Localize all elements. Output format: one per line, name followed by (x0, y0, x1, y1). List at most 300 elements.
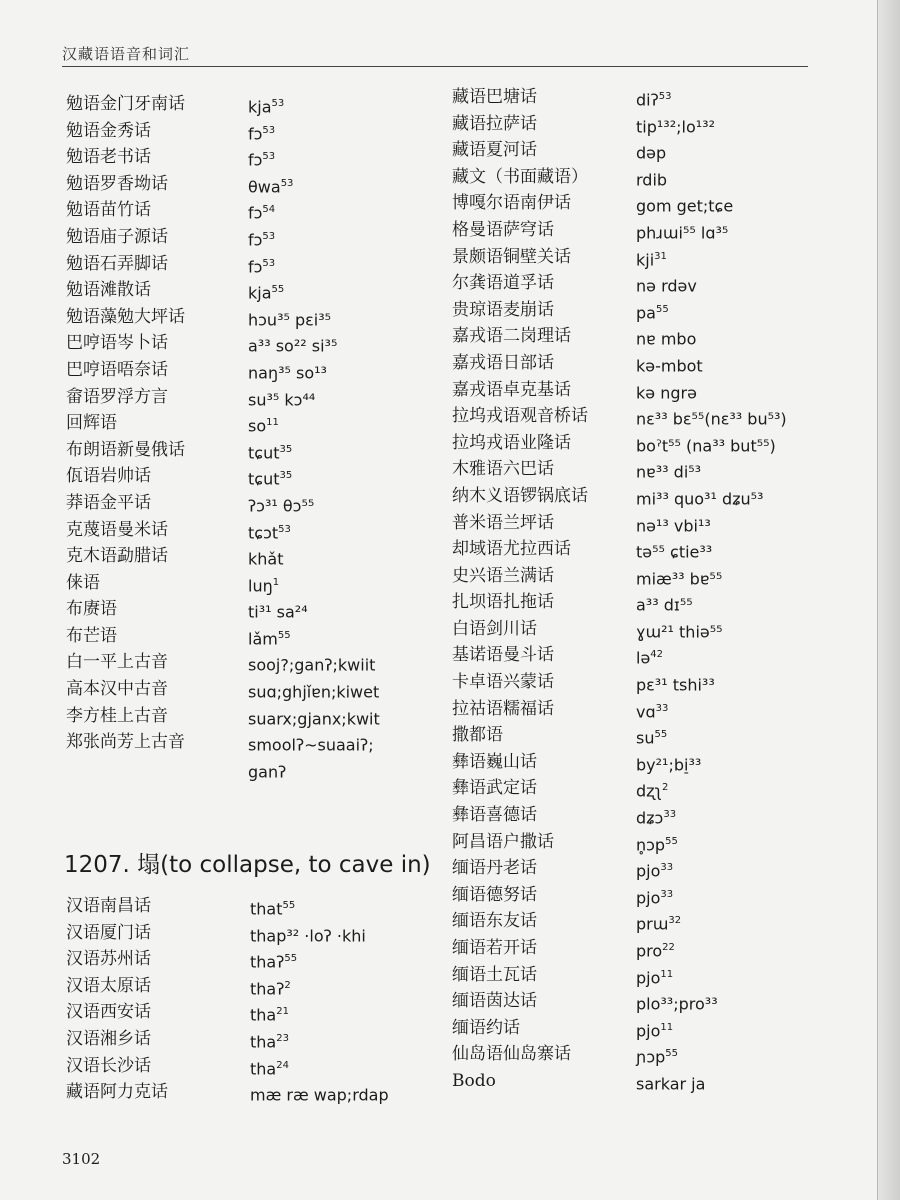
entry-row (452, 855, 852, 882)
entry-row (66, 1026, 426, 1053)
entry-row (452, 217, 852, 244)
word-base: thap³² ·loʔ ·khi (250, 925, 366, 945)
word-form (636, 908, 681, 937)
word-base: sooj?;ganʔ;kwiit (248, 655, 376, 675)
word-form (248, 729, 374, 758)
right-column (452, 84, 852, 1095)
word-form (248, 437, 292, 466)
language-name: 布朗语新曼俄话 (66, 439, 185, 460)
language-name: 郑张尚芳上古音 (66, 732, 185, 753)
word-base: tə⁵⁵ ɕtie³³ (636, 542, 713, 562)
entry-row (66, 384, 426, 411)
word-form (250, 893, 295, 922)
tone-number: 54 (262, 204, 276, 216)
language-name: 卡卓语兴蒙话 (452, 672, 554, 693)
word-form (636, 510, 711, 539)
language-name: 高本汉中古音 (66, 679, 168, 700)
word-base: nɛ³³ bɛ⁵⁵(nɛ³³ bu⁵³) (636, 409, 787, 429)
language-name: 巴哼语岑卜话 (66, 333, 168, 354)
language-name: 勉语金门牙南话 (66, 94, 185, 114)
language-name: 汉语西安话 (66, 1002, 151, 1023)
word-form (636, 1068, 705, 1097)
language-name: 李方桂上古音 (66, 705, 168, 726)
language-name: 普米语兰坪话 (452, 512, 554, 533)
language-name: 仙岛语仙岛寨话 (452, 1044, 571, 1065)
tone-number: 55 (271, 284, 285, 296)
word-base: pɛ³¹ tshi³³ (636, 675, 715, 695)
entry-row (66, 91, 426, 118)
entry-row (452, 297, 852, 324)
word-form (636, 270, 697, 299)
word-base: smoolʔ~suaaiʔ; (248, 735, 374, 755)
tone-number: 33 (660, 888, 674, 900)
tone-number: 1 (272, 576, 280, 588)
word-form (248, 703, 380, 732)
word-base: tɕut (248, 469, 280, 489)
word-form (636, 855, 673, 884)
entry-row (66, 703, 426, 730)
language-name: 巴哼语唔奈话 (66, 359, 168, 380)
word-form (636, 616, 723, 645)
language-name: 尔龚语道孚话 (452, 273, 554, 294)
word-form (248, 410, 279, 439)
word-base: ɲɔp (636, 1047, 666, 1067)
language-name: 缅语土瓦话 (452, 964, 537, 985)
tone-number: 2 (661, 782, 669, 794)
entry-row (452, 882, 852, 909)
word-form (248, 91, 284, 120)
header-title: 汉藏语语音和词汇 (62, 45, 191, 63)
language-name: 勉语滩散话 (66, 280, 151, 301)
word-base: pa (636, 303, 656, 323)
entry-row (452, 137, 852, 164)
word-base: su³⁵ kɔ⁴⁴ (248, 389, 316, 409)
entry-row (452, 669, 852, 696)
word-base: tɕut (248, 443, 280, 463)
language-name: 拉坞戎语业隆话 (452, 432, 571, 453)
word-form (248, 357, 327, 386)
word-form (636, 563, 722, 592)
tone-number: 35 (279, 470, 293, 482)
language-name: 白一平上古音 (66, 652, 168, 673)
word-base: a³³ dɪ⁵⁵ (636, 595, 693, 615)
word-base: boˀt⁵⁵ (na³³ but⁵⁵) (636, 436, 776, 456)
entry-row (66, 171, 426, 198)
entry-row (452, 749, 852, 776)
language-name: 撒都语 (452, 725, 503, 746)
entry-row (66, 463, 426, 490)
word-form (636, 217, 728, 246)
left-column (66, 91, 426, 782)
entry-row (66, 893, 426, 920)
page-edge (877, 0, 900, 1200)
entry-row (66, 357, 426, 384)
tone-number: 53 (262, 230, 276, 242)
word-base: kja (248, 97, 272, 117)
word-base: khǎt (248, 549, 284, 569)
word-base: pjo (636, 967, 661, 987)
word-base: nɐ³³ di⁵³ (636, 462, 702, 482)
language-name: 缅语东友话 (452, 911, 537, 932)
tone-number: 53 (262, 151, 276, 163)
word-base: dʑɔ (636, 808, 664, 828)
word-base: gom get;tɕe (636, 196, 734, 216)
entry-row (66, 920, 426, 947)
entry-row (452, 270, 852, 297)
word-base: fɔ (248, 150, 263, 170)
word-form (636, 988, 718, 1017)
entry-row (452, 563, 852, 590)
language-name: 彝语巍山话 (452, 751, 537, 772)
tone-number: 55 (277, 629, 291, 641)
word-base: thaʔ (250, 979, 285, 999)
word-base: su (636, 728, 655, 748)
word-base: by²¹;bi̠³³ (636, 755, 702, 775)
tone-number: 35 (279, 443, 293, 455)
word-base: miæ³³ bɐ⁵⁵ (636, 569, 723, 589)
language-name: 博嘎尔语南伊话 (452, 193, 571, 214)
word-base: dəp (636, 143, 667, 163)
tone-number: 53 (262, 257, 276, 269)
tone-number: 11 (266, 417, 279, 429)
entry-row (452, 430, 852, 457)
language-name: 拉祜语糯福话 (452, 698, 554, 719)
word-base: mæ ræ wap;rdap (250, 1085, 389, 1105)
language-name: 回辉语 (66, 413, 117, 434)
entry-row (452, 111, 852, 138)
word-base: sarkar ja (636, 1074, 706, 1094)
word-base: θwa (248, 177, 281, 197)
word-form (250, 1026, 289, 1055)
word-form (636, 377, 697, 406)
language-name: 彝语喜德话 (452, 805, 537, 826)
word-form (250, 920, 366, 949)
entry-row (66, 543, 426, 570)
entry-row (452, 696, 852, 723)
word-form (636, 669, 715, 698)
word-base: suarx;gjanx;kwit (248, 708, 380, 728)
word-form (250, 1053, 289, 1082)
entry-row (66, 304, 426, 331)
word-form (250, 946, 297, 975)
word-form (636, 589, 693, 618)
word-base: tɕɔt (248, 522, 279, 542)
word-base: pjo (636, 1021, 661, 1041)
word-base: tip¹³²;lo¹³² (636, 116, 715, 136)
tone-number: 53 (278, 523, 291, 535)
word-form (248, 543, 283, 572)
word-base: hɔu³⁵ pɛi³⁵ (248, 310, 332, 330)
language-name: 史兴语兰满话 (452, 565, 554, 586)
tone-number: 2 (284, 979, 291, 991)
tone-number: 23 (276, 1032, 289, 1044)
word-base: prɯ (636, 914, 669, 934)
word-form (248, 384, 315, 413)
entry-row (66, 224, 426, 251)
entry-row (66, 1079, 426, 1106)
language-name: 贵琼语麦崩话 (452, 299, 554, 320)
word-form (636, 190, 733, 219)
word-base: vɑ (636, 701, 656, 721)
language-name: 景颇语铜壁关话 (452, 246, 571, 267)
entry-row (452, 935, 852, 962)
entry-row (452, 589, 852, 616)
word-form (636, 456, 701, 485)
language-name: 汉语长沙话 (66, 1055, 151, 1076)
tone-number: 33 (655, 702, 669, 714)
word-base: luŋ (248, 576, 273, 596)
word-form (248, 171, 293, 200)
word-form (250, 999, 289, 1028)
word-form (636, 403, 787, 432)
word-form (636, 430, 776, 459)
entry-row (66, 973, 426, 1000)
tone-number: 55 (654, 729, 668, 741)
word-base: tha (250, 1032, 277, 1052)
word-form (636, 84, 672, 113)
language-name: 藏语拉萨话 (452, 113, 537, 134)
word-base: nɐ mbo (636, 329, 697, 349)
word-base: tha (250, 1058, 277, 1078)
language-name: 藏文（书面藏语） (452, 166, 588, 187)
tone-number: 53 (280, 177, 294, 189)
entry-row (66, 596, 426, 623)
word-base: pjo (636, 888, 661, 908)
language-name: 克木语勐腊话 (66, 546, 168, 567)
language-name: 缅语茵达话 (452, 991, 537, 1012)
word-form (248, 277, 284, 306)
word-form (248, 330, 337, 359)
tone-number: 42 (650, 649, 664, 661)
language-name: 佤语岩帅话 (66, 466, 151, 487)
entry-row (452, 616, 852, 643)
entry-row (66, 623, 426, 650)
word-form (248, 623, 291, 652)
language-name: 勉语藻勉大坪话 (66, 306, 185, 327)
word-form (250, 973, 291, 1002)
left-column-2 (66, 893, 426, 1106)
word-form (248, 304, 331, 333)
word-base: ʔɔ³¹ θɔ⁵⁵ (248, 496, 315, 516)
language-name: 莽语金平话 (66, 492, 151, 513)
language-name: 却域语尤拉西话 (452, 539, 571, 560)
entry-row (66, 437, 426, 464)
running-header (62, 46, 808, 67)
entry-row (452, 802, 852, 829)
entry-row (452, 908, 852, 935)
language-name: 勉语金秀话 (66, 120, 151, 141)
word-form (636, 483, 763, 512)
language-name: 基诺语曼斗话 (452, 645, 554, 666)
entry-row (452, 962, 852, 989)
entry-row (66, 729, 426, 756)
entry-row (452, 1041, 852, 1068)
entry-row (66, 144, 426, 171)
language-name: 布赓语 (66, 599, 117, 620)
word-form (248, 224, 275, 253)
tone-number: 55 (665, 1048, 679, 1060)
word-base: mi³³ quo³¹ dʑu⁵³ (636, 489, 764, 509)
tone-number: 55 (665, 835, 678, 847)
entry-row (452, 988, 852, 1015)
word-base: kə-mbot (636, 356, 703, 376)
word-base: kja (248, 283, 272, 303)
word-base: so (248, 416, 267, 436)
language-name: 汉语厦门话 (66, 922, 151, 943)
word-form (248, 463, 292, 492)
language-name: 克蔑语曼米话 (66, 519, 168, 540)
word-form (636, 749, 701, 778)
tone-number: 22 (662, 942, 675, 953)
word-form (636, 696, 668, 725)
word-base: kə ngrə (636, 382, 697, 402)
word-form (248, 144, 275, 173)
word-form (248, 118, 275, 147)
entry-row (452, 536, 852, 563)
language-name: 藏语夏河话 (452, 140, 537, 161)
word-base: fɔ (248, 230, 263, 250)
word-base: fɔ (248, 203, 263, 223)
word-base: n̥ɔp (636, 834, 666, 854)
language-name: 白语剑川话 (452, 618, 537, 639)
word-base: lǎm (248, 629, 278, 649)
entry-row (452, 244, 852, 271)
tone-number: 11 (660, 1021, 674, 1033)
word-base: fɔ (248, 256, 263, 276)
tone-number: 53 (262, 124, 276, 136)
tone-number: 55 (655, 303, 669, 315)
word-base: pro (636, 941, 663, 961)
word-base: that (250, 899, 283, 919)
language-name: 藏语阿力克话 (66, 1082, 168, 1103)
entry-row (452, 483, 852, 510)
tone-number: 32 (668, 915, 682, 927)
language-name: 缅语约话 (452, 1017, 520, 1038)
language-name: 藏语巴塘话 (452, 87, 537, 107)
word-base: ganʔ (248, 762, 287, 782)
entry-row (452, 350, 852, 377)
word-form (250, 1079, 389, 1108)
word-form (636, 882, 673, 911)
entry-row (452, 323, 852, 350)
language-name: 缅语德努话 (452, 884, 537, 905)
word-base: pjo (636, 861, 661, 881)
tone-number: 55 (282, 900, 296, 911)
word-base: dʐʅ (636, 781, 662, 801)
language-name: 嘉戎语日部话 (452, 352, 554, 373)
word-form (636, 323, 696, 352)
language-name: Bodo (452, 1070, 496, 1091)
language-name: 嘉戎语卓克基话 (452, 379, 571, 400)
word-base: thaʔ (250, 952, 285, 972)
word-form (248, 197, 275, 226)
language-name: 汉语苏州话 (66, 949, 151, 970)
tone-number: 53 (658, 91, 672, 102)
word-form (636, 829, 678, 858)
tone-number: 55 (284, 953, 298, 965)
entry-row (66, 517, 426, 544)
word-base: lə (636, 648, 651, 668)
language-name: 纳木义语锣锅底话 (452, 485, 588, 506)
language-name: 布芒语 (66, 625, 117, 646)
entry-row (452, 84, 852, 111)
word-base: nə¹³ vbi¹³ (636, 515, 711, 535)
language-name: 勉语苗竹话 (66, 200, 151, 221)
language-name: 勉语石弄脚话 (66, 253, 168, 274)
entry-row (452, 403, 852, 430)
entry-row (66, 330, 426, 357)
tone-number: 24 (276, 1059, 289, 1071)
entry-row (66, 999, 426, 1026)
entry-row (66, 251, 426, 278)
language-name: 汉语太原话 (66, 975, 151, 996)
word-form (636, 111, 715, 140)
tone-number: 11 (660, 968, 674, 980)
language-name: 格曼语萨穹话 (452, 219, 554, 240)
entry-row (452, 456, 852, 483)
word-form (248, 649, 375, 678)
language-name: 勉语罗香坳话 (66, 173, 168, 194)
entry-row (452, 722, 852, 749)
word-form (636, 935, 675, 964)
language-name: 勉语老书话 (66, 147, 151, 168)
word-base: ɣɯ²¹ thiə⁵⁵ (636, 622, 723, 642)
word-form (248, 251, 275, 280)
language-name: 汉语南昌话 (66, 896, 151, 916)
language-name: 畲语罗浮方言 (66, 386, 168, 407)
tone-number: 31 (654, 250, 667, 262)
entry-row (66, 676, 426, 703)
language-name: 拉坞戎语观音桥话 (452, 406, 588, 427)
word-base: kji (636, 249, 655, 269)
word-form (248, 517, 291, 546)
word-form (636, 1041, 678, 1070)
word-form (248, 676, 379, 705)
word-base: phɹɯi⁵⁵ lɑ³⁵ (636, 223, 729, 243)
word-form (248, 756, 286, 785)
language-name: 彝语武定话 (452, 778, 537, 799)
word-form (248, 490, 314, 519)
entry-row (452, 1068, 852, 1095)
word-form (636, 722, 667, 751)
word-form (636, 802, 676, 831)
tone-number: 53 (271, 98, 285, 109)
entry-row (66, 1053, 426, 1080)
entry-row (452, 510, 852, 537)
language-name: 木雅语六巴话 (452, 459, 554, 480)
entry-row (66, 756, 426, 783)
word-form (636, 164, 667, 193)
entry-row (66, 277, 426, 304)
word-form (248, 596, 308, 625)
entry-row (452, 829, 852, 856)
word-base: plo³³;pro³³ (636, 994, 718, 1014)
word-form (636, 962, 673, 991)
entry-row (66, 570, 426, 597)
entry-row (66, 649, 426, 676)
word-form (636, 1015, 673, 1044)
word-form (636, 350, 703, 379)
word-base: a³³ so²² si³⁵ (248, 336, 338, 356)
word-base: tha (250, 1005, 277, 1025)
language-name: 勉语庙子源话 (66, 226, 168, 247)
entry-row (66, 118, 426, 145)
word-form (636, 244, 667, 273)
word-base: diʔ (636, 90, 659, 110)
language-name: 缅语若开话 (452, 938, 537, 958)
entry-row (66, 410, 426, 437)
word-form (636, 642, 663, 671)
